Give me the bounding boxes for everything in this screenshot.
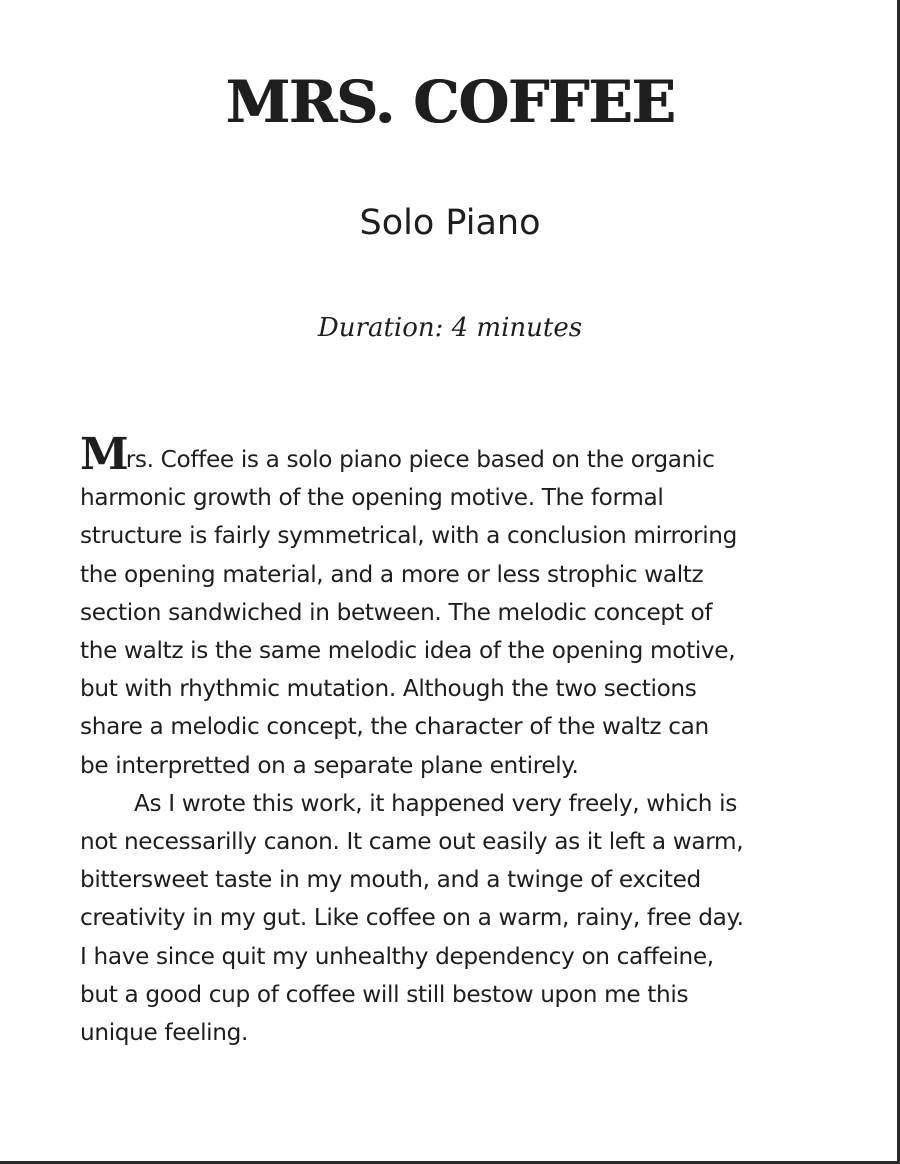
program-notes-paragraph-2 xyxy=(80,785,825,1052)
drop-cap: M xyxy=(80,429,126,480)
paragraph-1-line: but with rhythmic mutation. Although the two sections xyxy=(80,675,697,703)
piece-title: MRS. COFFEE xyxy=(225,68,675,136)
paragraph-2-line: As I wrote this work, it happened very freely, which is xyxy=(134,789,737,817)
paragraph-2-line: not necessarilly canon. It came out easily as it left a warm, xyxy=(80,828,744,856)
paragraph-1-line: the opening material, and a more or less strophic waltz xyxy=(80,560,704,588)
paragraph-2-line: creativity in my gut. Like coffee on a warm, rainy, free day. xyxy=(80,904,744,932)
paragraph-2-line: bittersweet taste in my mouth, and a twinge of excited xyxy=(80,866,701,894)
paragraph-2-line: unique feeling. xyxy=(80,1019,248,1047)
paragraph-1-line: share a melodic concept, the character of the waltz can xyxy=(80,713,709,741)
paragraph-1-line-1 xyxy=(80,429,825,480)
instrumentation-subtitle: Solo Piano xyxy=(359,203,541,243)
paragraph-1-line: structure is fairly symmetrical, with a conclusion mirroring xyxy=(80,522,738,550)
program-notes-paragraph-1 xyxy=(80,429,825,785)
paragraph-1-line: section sandwiched in between. The melodic concept of xyxy=(80,598,713,626)
program-notes xyxy=(80,429,825,1052)
line-text: rs. Coffee is a solo piano piece based on the organic xyxy=(125,446,715,473)
paragraph-1-line: be interpretted on a separate plane entirely. xyxy=(80,751,579,779)
paragraph-1-line: harmonic growth of the opening motive. The formal xyxy=(80,484,664,512)
paragraph-2-line: I have since quit my unhealthy dependency on caffeine, xyxy=(80,942,714,970)
paragraph-2-line: but a good cup of coffee will still bestow upon me this xyxy=(80,980,689,1008)
paragraph-1-line: the waltz is the same melodic idea of the opening motive, xyxy=(80,637,736,665)
duration-line: Duration: 4 minutes xyxy=(317,313,583,343)
